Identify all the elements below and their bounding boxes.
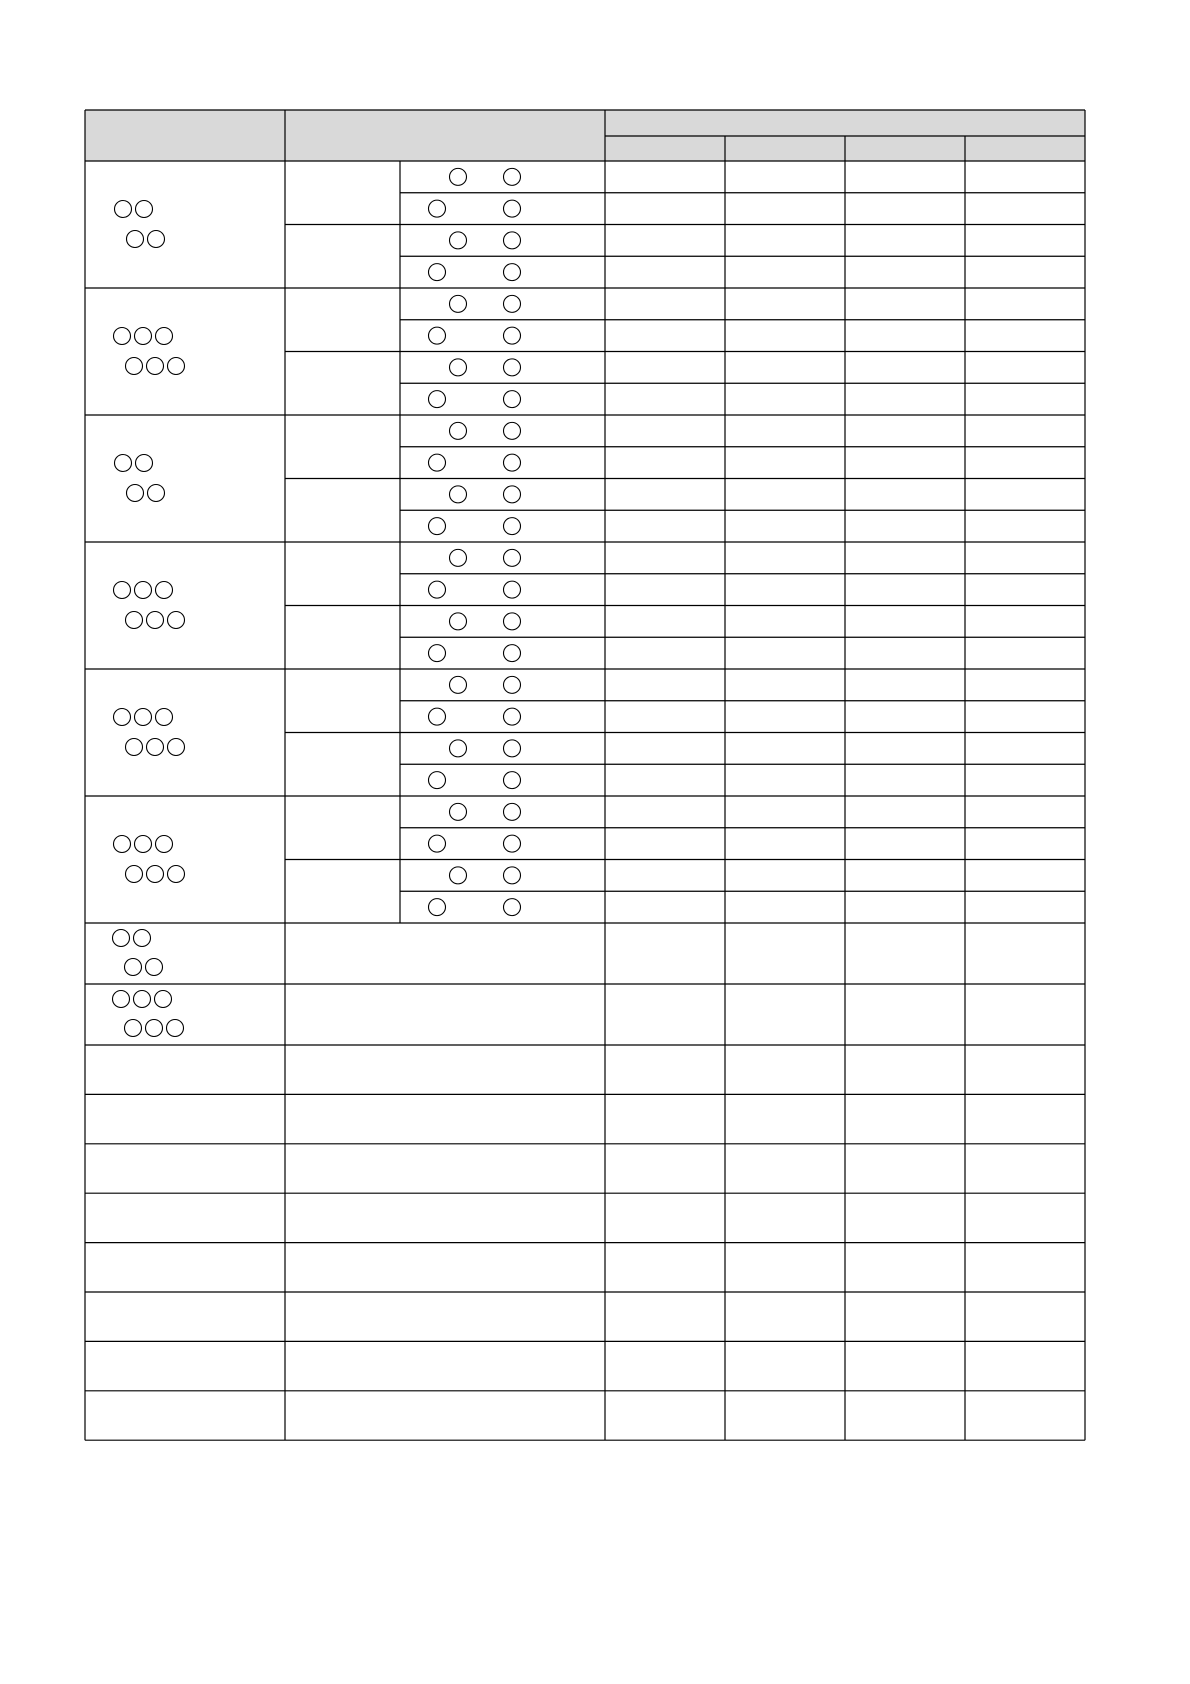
condition-circle-mark — [429, 772, 446, 789]
condition-circle-mark — [504, 676, 521, 693]
condition-circle-mark — [429, 835, 446, 852]
category-circle-mark — [156, 328, 173, 345]
category-circle-mark — [148, 231, 165, 248]
category-circle-mark — [156, 836, 173, 853]
condition-circle-mark — [429, 391, 446, 408]
category-circle-mark — [135, 836, 152, 853]
condition-circle-mark — [429, 264, 446, 281]
category-circle-mark — [147, 358, 164, 375]
condition-circle-mark — [450, 613, 467, 630]
category-circle-mark — [113, 930, 130, 947]
condition-circle-mark — [504, 899, 521, 916]
condition-circle-mark — [429, 899, 446, 916]
category-circle-mark — [168, 739, 185, 756]
category-circle-mark — [147, 739, 164, 756]
category-circle-mark — [114, 582, 131, 599]
category-circle-mark — [125, 959, 142, 976]
condition-circle-mark — [504, 359, 521, 376]
condition-circle-mark — [450, 740, 467, 757]
category-circle-mark — [146, 959, 163, 976]
condition-circle-mark — [450, 549, 467, 566]
category-circle-mark — [126, 612, 143, 629]
category-circle-mark — [135, 582, 152, 599]
category-circle-mark — [168, 866, 185, 883]
condition-circle-mark — [504, 549, 521, 566]
category-circle-mark — [114, 328, 131, 345]
condition-circle-mark — [504, 391, 521, 408]
condition-circle-mark — [504, 422, 521, 439]
condition-circle-mark — [450, 867, 467, 884]
category-circle-mark — [127, 485, 144, 502]
condition-circle-mark — [450, 486, 467, 503]
category-circle-mark — [147, 612, 164, 629]
condition-circle-mark — [450, 803, 467, 820]
category-circle-mark — [147, 866, 164, 883]
category-circle-mark — [135, 709, 152, 726]
category-circle-mark — [125, 1020, 142, 1037]
category-circle-mark — [126, 358, 143, 375]
condition-circle-mark — [504, 454, 521, 471]
condition-circle-mark — [504, 803, 521, 820]
condition-circle-mark — [429, 518, 446, 535]
category-circle-mark — [127, 231, 144, 248]
condition-circle-mark — [504, 772, 521, 789]
category-circle-mark — [114, 709, 131, 726]
category-circle-mark — [113, 991, 130, 1008]
category-circle-mark — [148, 485, 165, 502]
category-circle-mark — [134, 991, 151, 1008]
condition-circle-mark — [504, 486, 521, 503]
category-circle-mark — [136, 455, 153, 472]
condition-circle-mark — [429, 581, 446, 598]
category-circle-mark — [135, 328, 152, 345]
condition-circle-mark — [450, 295, 467, 312]
header-cell-left — [85, 110, 605, 161]
category-circle-mark — [134, 930, 151, 947]
condition-circle-mark — [504, 295, 521, 312]
condition-circle-mark — [450, 232, 467, 249]
condition-circle-mark — [504, 168, 521, 185]
condition-circle-mark — [504, 835, 521, 852]
category-circle-mark — [136, 201, 153, 218]
category-circle-mark — [126, 866, 143, 883]
condition-circle-mark — [504, 708, 521, 725]
condition-circle-mark — [504, 613, 521, 630]
condition-circle-mark — [504, 581, 521, 598]
condition-circle-mark — [429, 645, 446, 662]
category-circle-mark — [115, 201, 132, 218]
condition-circle-mark — [504, 740, 521, 757]
condition-circle-mark — [504, 264, 521, 281]
condition-circle-mark — [504, 327, 521, 344]
category-circle-mark — [168, 612, 185, 629]
condition-circle-mark — [504, 232, 521, 249]
category-circle-mark — [114, 836, 131, 853]
category-circle-mark — [168, 358, 185, 375]
category-circle-mark — [167, 1020, 184, 1037]
category-circle-mark — [156, 582, 173, 599]
category-circle-mark — [146, 1020, 163, 1037]
condition-circle-mark — [429, 708, 446, 725]
category-circle-mark — [155, 991, 172, 1008]
condition-circle-mark — [450, 359, 467, 376]
condition-circle-mark — [450, 168, 467, 185]
condition-circle-mark — [504, 645, 521, 662]
category-circle-mark — [156, 709, 173, 726]
condition-circle-mark — [429, 200, 446, 217]
condition-circle-mark — [450, 676, 467, 693]
condition-circle-mark — [429, 327, 446, 344]
condition-circle-mark — [504, 867, 521, 884]
condition-circle-mark — [504, 518, 521, 535]
condition-circle-mark — [504, 200, 521, 217]
condition-circle-mark — [450, 422, 467, 439]
condition-circle-mark — [429, 454, 446, 471]
category-circle-mark — [126, 739, 143, 756]
category-circle-mark — [115, 455, 132, 472]
